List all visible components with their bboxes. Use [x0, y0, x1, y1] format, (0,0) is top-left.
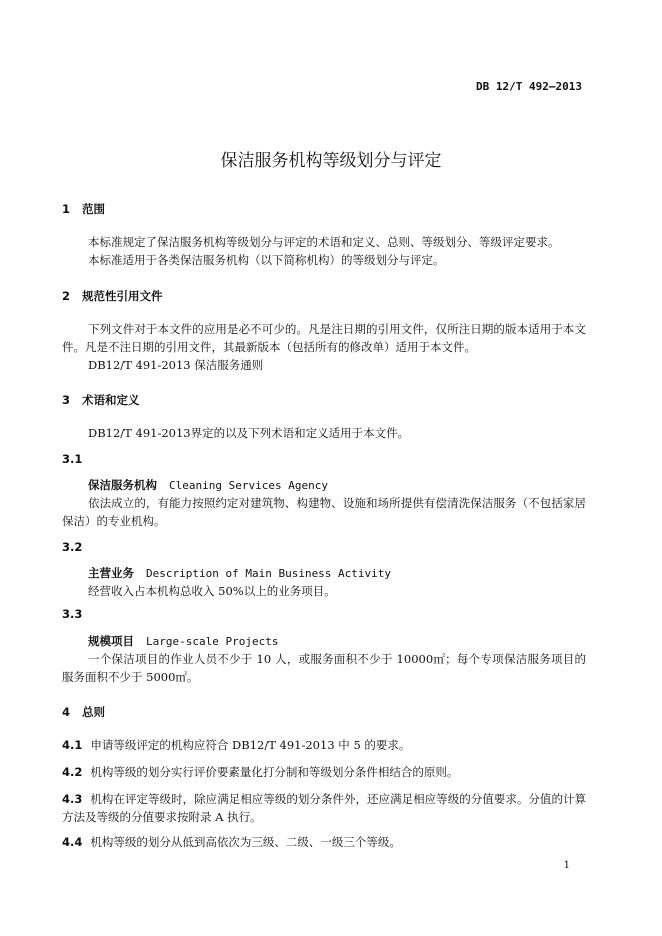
- term-heading: [88, 565, 391, 581]
- clause-4-1: [62, 736, 586, 754]
- section-number: 1: [62, 202, 71, 216]
- section-heading-terms: [62, 392, 140, 408]
- term-number: 3.3: [62, 607, 83, 621]
- clause-text: 机构在评定等级时，除应满足相应等级的划分条件外，还应满足相应等级的分值要求。分值的计算方法及等级的分值要求按附录 A 执行。: [62, 792, 586, 824]
- term-number: 3.2: [62, 540, 83, 554]
- term-chinese: 主营业务: [88, 566, 134, 580]
- section-heading-general: [62, 704, 105, 720]
- paragraph: 本标准规定了保洁服务机构等级划分与评定的术语和定义、总则、等级划分、等级评定要求。: [88, 235, 560, 249]
- section-heading-normative-references: [62, 288, 163, 304]
- standard-code: DB 12/T 492—2013: [476, 80, 582, 93]
- term-english: Description of Main Business Activity: [146, 567, 392, 580]
- term-english: Large-scale Projects: [146, 635, 279, 648]
- section-title: 范围: [82, 202, 105, 216]
- section-title: 术语和定义: [82, 393, 140, 407]
- term-english: Cleaning Services Agency: [169, 479, 328, 492]
- page-number: 1: [563, 860, 570, 871]
- paragraph: 下列文件对于本文件的应用是必不可少的。凡是注日期的引用文件，仅所注日期的版本适用于本文件。凡是不注日期的引用文件，其最新版本（包括所有的修改单）适用于本文件。: [62, 322, 586, 354]
- paragraph: 本标准适用于各类保洁服务机构（以下简称机构）的等级划分与评定。: [88, 253, 445, 267]
- clause-4-3: [62, 790, 586, 826]
- clause-text: 机构等级的划分实行评价要素量化打分制和等级划分条件相结合的原则。: [90, 765, 459, 779]
- section-title: 总则: [82, 705, 105, 719]
- term-chinese: 保洁服务机构: [88, 478, 157, 492]
- section-number: 3: [62, 393, 71, 407]
- term-definition: 经营收入占本机构总收入 50%以上的业务项目。: [88, 584, 336, 598]
- term-definition: 依法成立的，有能力按照约定对建筑物、构建物、设施和场所提供有偿清洗保洁服务（不包括家居保洁）的专业机构。: [62, 496, 586, 528]
- clause-4-4: [62, 833, 586, 851]
- clause-text: 机构等级的划分从低到高依次为三级、二级、一级三个等级。: [90, 835, 401, 849]
- document-title: 保洁服务机构等级划分与评定: [220, 151, 442, 171]
- term-heading: [88, 633, 278, 649]
- paragraph: DB12/T 491-2013界定的以及下列术语和定义适用于本文件。: [88, 426, 410, 440]
- section-number: 4: [62, 705, 71, 719]
- term-number: 3.1: [62, 452, 83, 466]
- clause-number: 4.1: [62, 738, 83, 752]
- term-heading: [88, 477, 328, 493]
- clause-number: 4.3: [62, 792, 83, 806]
- reference-item: DB12/T 491-2013 保洁服务通则: [88, 358, 264, 372]
- clause-4-2: [62, 763, 586, 781]
- clause-text: 申请等级评定的机构应符合 DB12/T 491-2013 中 5 的要求。: [90, 738, 411, 752]
- term-chinese: 规模项目: [88, 634, 134, 648]
- clause-number: 4.4: [62, 835, 83, 849]
- section-heading-scope: [62, 201, 105, 217]
- clause-number: 4.2: [62, 765, 83, 779]
- section-number: 2: [62, 289, 71, 303]
- section-title: 规范性引用文件: [82, 289, 163, 303]
- term-definition: 一个保洁项目的作业人员不少于 10 人，或服务面积不少于 10000㎡；每个专项保洁服务项目的服务面积不少于 5000㎡。: [62, 652, 586, 684]
